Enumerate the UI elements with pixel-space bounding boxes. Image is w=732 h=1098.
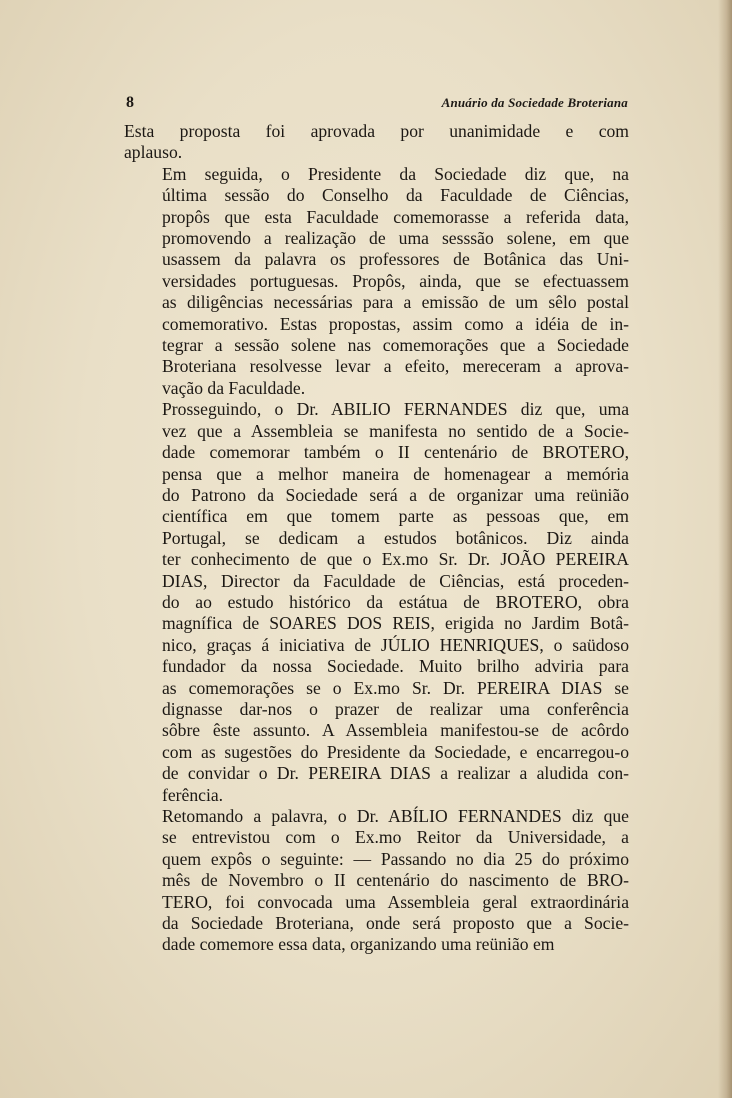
paragraph bbox=[124, 121, 629, 164]
text-line: Prosseguindo, o Dr. ABILIO FERNANDES diz que, uma bbox=[162, 399, 629, 420]
text-line: DIAS, Director da Faculdade de Ciências, está proceden- bbox=[162, 570, 629, 591]
text-line: tegrar a sessão solene nas comemorações que a Sociedade bbox=[162, 335, 629, 356]
text-line: comemorativo. Estas propostas, assim como a idéia de in- bbox=[162, 313, 629, 334]
text-line: vez que a Assembleia se manifesta no sentido de a Socie- bbox=[162, 420, 629, 441]
paragraph bbox=[124, 806, 629, 956]
text-line: TERO, foi convocada uma Assembleia geral extraordinária bbox=[162, 891, 629, 912]
paragraph bbox=[124, 399, 629, 806]
text-line: Broteriana resolvesse levar a efeito, mereceram a aprova- bbox=[162, 356, 629, 377]
text-line: usassem da palavra os professores de Botânica das Uni- bbox=[162, 249, 629, 270]
page-number: 8 bbox=[126, 94, 134, 111]
text-line: ter conhecimento de que o Ex.mo Sr. Dr. JOÃO PEREIRA bbox=[162, 549, 629, 570]
text-line: do ao estudo histórico da estátua de BROTERO, obra bbox=[162, 591, 629, 612]
text-line: nico, graças á iniciativa de JÚLIO HENRIQUES, o saüdoso bbox=[162, 634, 629, 655]
paragraph bbox=[124, 164, 629, 399]
text-line: propôs que esta Faculdade comemorasse a referida data, bbox=[162, 206, 629, 227]
text-line: dade comemorar também o II centenário de BROTERO, bbox=[162, 442, 629, 463]
page-edge-shadow bbox=[718, 0, 732, 1098]
text-line: mês de Novembro o II centenário do nascimento de BRO- bbox=[162, 870, 629, 891]
text-line: ferência. bbox=[162, 784, 224, 805]
text-line: Portugal, se dedicam a estudos botânicos. Diz ainda bbox=[162, 527, 629, 548]
text-line: dignasse dar-nos o prazer de realizar uma conferência bbox=[162, 698, 629, 719]
text-line: as comemorações se o Ex.mo Sr. Dr. PEREIRA DIAS se bbox=[162, 677, 629, 698]
text-line: fundador da nossa Sociedade. Muito brilho adviria para bbox=[162, 656, 629, 677]
text-line: da Sociedade Broteriana, onde será proposto que a Socie- bbox=[162, 913, 629, 934]
text-line: vação da Faculdade. bbox=[162, 377, 306, 398]
text-line: com as sugestões do Presidente da Sociedade, e encarregou-o bbox=[162, 741, 629, 762]
text-line: dade comemore essa data, organizando uma reünião em bbox=[162, 934, 555, 955]
text-line: do Patrono da Sociedade será a de organizar uma reünião bbox=[162, 484, 629, 505]
text-line: de convidar o Dr. PEREIRA DIAS a realizar a aludida con- bbox=[162, 763, 629, 784]
text-line: aplauso. bbox=[124, 142, 183, 163]
text-line: última sessão do Conselho da Faculdade de Ciências, bbox=[162, 185, 629, 206]
text-line: pensa que a melhor maneira de homenagear a memória bbox=[162, 463, 629, 484]
text-line: Retomando a palavra, o Dr. ABÍLIO FERNANDES diz que bbox=[162, 806, 629, 826]
text-line: promovendo a realização de uma sesssão solene, em que bbox=[162, 228, 629, 249]
text-line: as diligências necessárias para a emissão de um sêlo postal bbox=[162, 292, 629, 313]
text-line: versidades portuguesas. Propôs, ainda, que se efectuassem bbox=[162, 270, 629, 291]
text-line: científica em que tomem parte as pessoas que, em bbox=[162, 506, 629, 527]
page-header bbox=[124, 94, 628, 114]
text-line: Esta proposta foi aprovada por unanimidade e com bbox=[124, 121, 629, 141]
text-line: quem expôs o seguinte: — Passando no dia 25 do próximo bbox=[162, 848, 629, 869]
body-text bbox=[124, 121, 629, 956]
running-head: Anuário da Sociedade Broteriana bbox=[441, 95, 628, 110]
text-line: Em seguida, o Presidente da Sociedade diz que, na bbox=[162, 163, 629, 184]
text-line: se entrevistou com o Ex.mo Reitor da Universidade, a bbox=[162, 827, 629, 848]
text-line: sôbre êste assunto. A Assembleia manifestou-se de acôrdo bbox=[162, 720, 629, 741]
text-line: magnífica de SOARES DOS REIS, erigida no Jardim Botâ- bbox=[162, 613, 629, 634]
